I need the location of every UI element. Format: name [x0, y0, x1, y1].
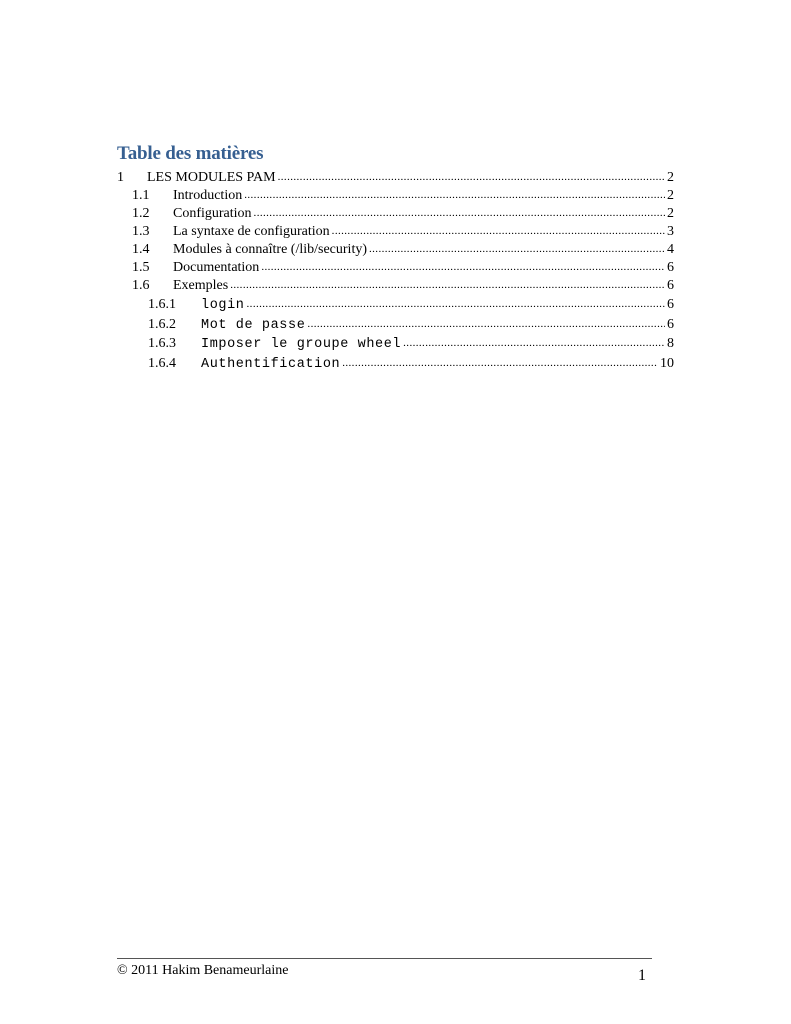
toc-dot-leader [403, 334, 665, 354]
toc-entry-label[interactable]: Configuration [173, 206, 252, 221]
toc-entry-page[interactable]: 6 [667, 260, 674, 275]
toc-entry[interactable] [117, 277, 674, 295]
toc-entry[interactable] [117, 315, 674, 335]
toc-entry-label[interactable]: Exemples [173, 278, 229, 293]
toc-dot-leader [332, 222, 665, 240]
toc-entry-number: 1.4 [132, 242, 150, 257]
toc-entry[interactable] [117, 187, 674, 205]
toc-entry-label[interactable]: Mot de passe [201, 317, 306, 333]
toc-entry-number: 1.6.3 [148, 336, 176, 351]
toc-entry-label[interactable]: Introduction [173, 188, 243, 203]
toc-dot-leader [244, 186, 665, 204]
toc-entry-label[interactable]: Modules à connaître (/lib/security) [173, 242, 367, 257]
toc-entry-number: 1.1 [132, 188, 150, 203]
toc-entry-number: 1 [117, 170, 124, 185]
footer-divider [117, 958, 652, 959]
toc-dot-leader [342, 354, 658, 374]
toc-entry-label[interactable]: Imposer le groupe wheel [201, 337, 402, 352]
toc-entry-page[interactable]: 10 [660, 355, 674, 371]
toc-entry[interactable] [117, 169, 674, 187]
toc-entry-page[interactable]: 2 [667, 170, 674, 185]
toc-entry[interactable] [117, 205, 674, 223]
toc-entry-label[interactable]: login [201, 298, 245, 313]
toc-entry-label[interactable]: Authentification [201, 356, 341, 372]
toc-entry-label[interactable]: Documentation [173, 260, 260, 275]
toc-entries [117, 169, 674, 373]
toc-dot-leader [230, 276, 665, 294]
table-of-contents [117, 142, 674, 373]
toc-dot-leader [307, 315, 665, 335]
toc-entry-page[interactable]: 2 [667, 206, 674, 221]
toc-entry-label[interactable]: La syntaxe de configuration [173, 224, 330, 239]
toc-entry-number: 1.6.1 [148, 297, 176, 312]
toc-dot-leader [278, 168, 665, 186]
toc-entry-page[interactable]: 6 [667, 316, 674, 332]
toc-entry-number: 1.5 [132, 260, 150, 275]
footer-copyright: © 2011 Hakim Benameurlaine [117, 963, 289, 978]
toc-entry[interactable] [117, 334, 674, 354]
toc-entry[interactable] [117, 223, 674, 241]
toc-entry-number: 1.6.4 [148, 355, 176, 371]
toc-entry-number: 1.6.2 [148, 316, 176, 332]
toc-entry[interactable] [117, 259, 674, 277]
toc-entry-label[interactable]: LES MODULES PAM [147, 170, 276, 185]
toc-entry-number: 1.6 [132, 278, 150, 293]
toc-entry-page[interactable]: 2 [667, 188, 674, 203]
toc-entry-number: 1.3 [132, 224, 150, 239]
toc-title: Table des matières [117, 143, 264, 164]
toc-entry-page[interactable]: 8 [667, 336, 674, 351]
toc-entry-page[interactable]: 6 [667, 278, 674, 293]
toc-entry[interactable] [117, 295, 674, 315]
toc-entry-number: 1.2 [132, 206, 150, 221]
toc-entry[interactable] [117, 354, 674, 374]
toc-dot-leader [261, 258, 665, 276]
footer-page-number: 1 [638, 967, 646, 984]
toc-entry[interactable] [117, 241, 674, 259]
toc-dot-leader [254, 204, 665, 222]
toc-dot-leader [247, 295, 665, 315]
toc-entry-page[interactable]: 6 [667, 297, 674, 312]
toc-dot-leader [369, 240, 665, 258]
toc-entry-page[interactable]: 3 [667, 224, 674, 239]
toc-entry-page[interactable]: 4 [667, 242, 674, 257]
